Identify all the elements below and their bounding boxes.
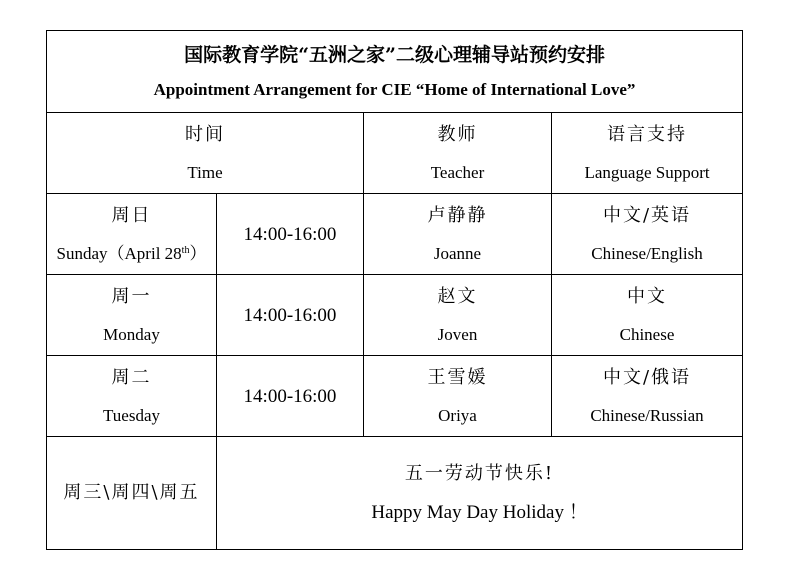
teacher-cell	[364, 194, 552, 275]
day-en: Monday	[103, 324, 160, 344]
table-row	[47, 194, 743, 275]
day-en: Sunday（April 28th）	[56, 243, 207, 263]
appointment-table	[46, 30, 743, 550]
table-row	[47, 275, 743, 356]
header-teacher-cn: 教师	[437, 123, 478, 145]
day-en: Tuesday	[103, 405, 160, 425]
title-cell	[47, 31, 743, 113]
teacher-cn: 卢静静	[427, 204, 488, 226]
time-cell: 14:00-16:00	[217, 356, 364, 437]
header-time-en: Time	[187, 162, 223, 182]
header-teacher-en: Teacher	[430, 162, 485, 182]
language-cell	[552, 356, 743, 437]
language-cell	[552, 275, 743, 356]
teacher-en: Oriya	[438, 405, 477, 425]
teacher-cell	[364, 275, 552, 356]
language-cell	[552, 194, 743, 275]
day-cell	[47, 356, 217, 437]
header-row	[47, 113, 743, 194]
teacher-cn: 王雪媛	[427, 366, 488, 388]
language-cn: 中文/俄语	[602, 366, 692, 388]
language-en: Chinese	[619, 324, 675, 344]
teacher-en: Joven	[437, 324, 478, 344]
title-english: Appointment Arrangement for CIE “Home of International Love”	[153, 79, 636, 99]
teacher-en: Joanne	[433, 243, 482, 263]
header-language-cn: 语言支持	[607, 123, 688, 145]
table-row	[47, 356, 743, 437]
holiday-message-cn: 五一劳动节快乐!	[404, 462, 555, 484]
header-time	[47, 113, 364, 194]
day-cn: 周一	[111, 285, 152, 307]
holiday-days-cell	[47, 437, 217, 550]
holiday-days-cn: 周三\周四\周五	[63, 482, 200, 503]
title-row	[47, 31, 743, 113]
teacher-cn: 赵文	[437, 285, 478, 307]
language-cn: 中文	[627, 285, 668, 307]
day-cn: 周日	[111, 204, 152, 226]
time-cell: 14:00-16:00	[217, 194, 364, 275]
header-teacher	[364, 113, 552, 194]
language-cn: 中文/英语	[602, 204, 692, 226]
holiday-message-cell	[217, 437, 743, 550]
teacher-cell	[364, 356, 552, 437]
title-chinese: 国际教育学院“五洲之家”二级心理辅导站预约安排	[184, 43, 605, 66]
day-cell	[47, 194, 217, 275]
header-time-cn: 时间	[185, 123, 225, 145]
language-en: Chinese/Russian	[590, 405, 704, 425]
holiday-message-en: Happy May Day Holiday ！	[371, 501, 588, 523]
header-language-en: Language Support	[584, 162, 710, 182]
day-cn: 周二	[111, 366, 152, 388]
header-language	[552, 113, 743, 194]
day-cell	[47, 275, 217, 356]
language-en: Chinese/English	[591, 243, 703, 263]
time-cell: 14:00-16:00	[217, 275, 364, 356]
holiday-row	[47, 437, 743, 550]
